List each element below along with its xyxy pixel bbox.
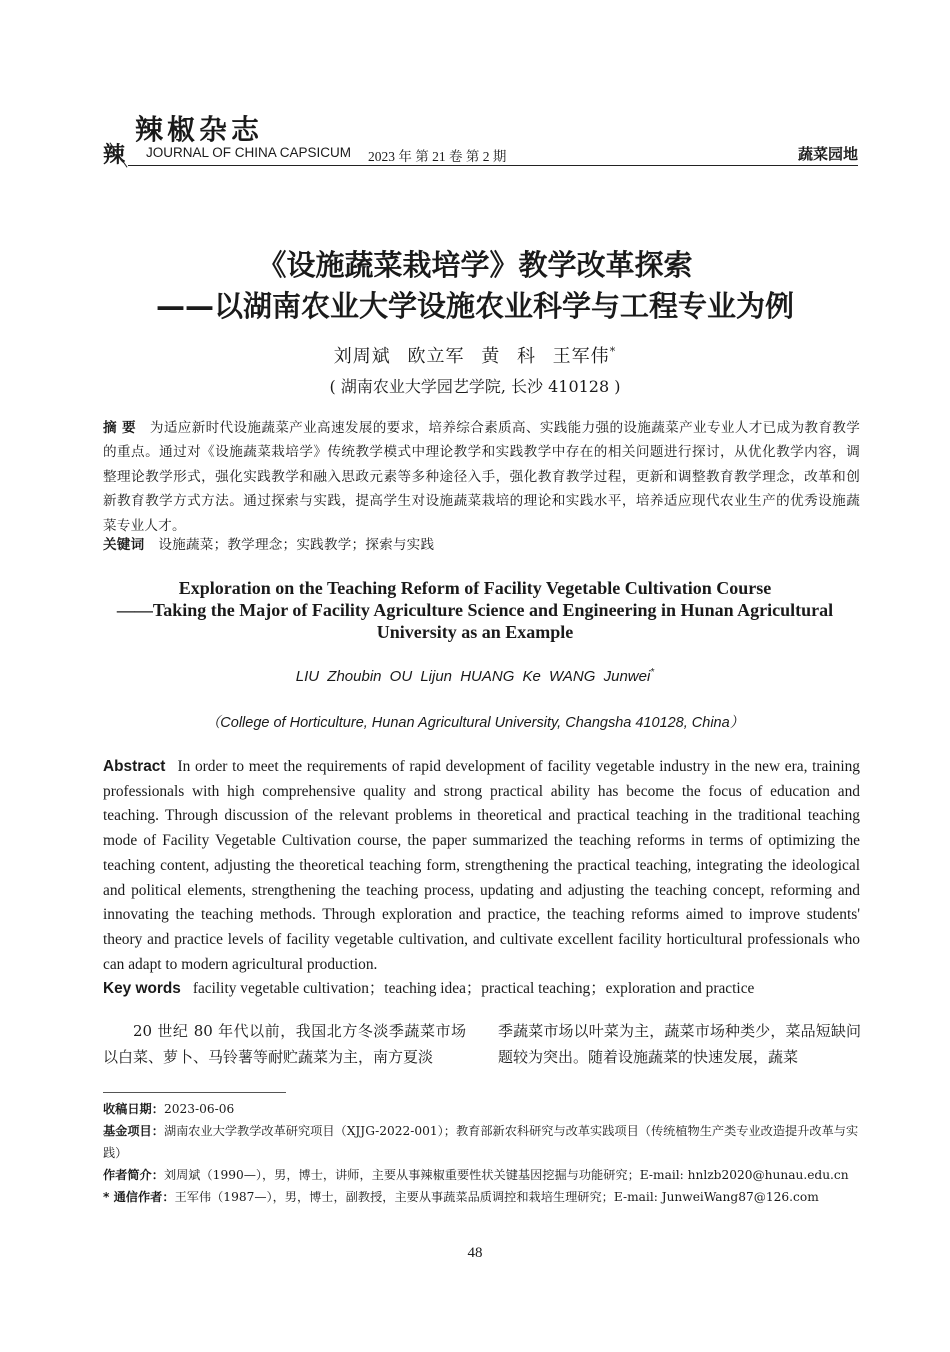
footnote-author [103,1164,860,1186]
footnote-corresponding-text: 王军伟（1987—），男，博士，副教授，主要从事蔬菜品质调控和栽培生理研究；E-mail: JunweiWang87@126.com [174,1190,819,1204]
keywords-en-text: facility vegetable cultivation；teaching idea；practical teaching；exploration and practice [192,980,755,997]
footnote-corresponding-label: * 通信作者： [103,1190,175,1204]
footnote-fund [103,1120,860,1164]
affiliation-en: （College of Horticulture, Hunan Agricultural University, Changsha 410128, China） [205,715,745,731]
title-cn-line2: ——以湖南农业大学设施农业科学与工程专业为例 [155,289,794,323]
abstract-en-text: In order to meet the requirements of rapid development of facility vegetable industry in the new era, training professionals with high comprehensive quality and strong practical ability has become the focus of education and teaching. Through discussion of the relevant problems in theoretical and practical teaching in the traditional teaching mode of Facility Vegetable Cultivation course, the paper summarized the teaching reforms in terms of optimizing the teaching content, adjusting the theoretical teaching form, strengthening the practical teaching, integrating the ideological and political elements, strengthening the teaching process, updating and adjusting the teaching concept, reforming and innovating the teaching methods. Through exploration and practice, the teaching reforms aimed to improve students' theory and practice levels of facility vegetable cultivation, and cultivate excellent facility horticultural professionals who can adapt to modern agricultural production. [103,758,860,973]
footnote-fund-label: 基金项目： [103,1124,164,1138]
affiliation-cn: ( 湖南农业大学园艺学院, 长沙 410128 ) [329,377,621,396]
title-cn-line1: 《设施蔬菜栽培学》教学改革探索 [257,248,693,282]
title-en-line3: University as an Example [376,622,574,642]
body-column-right: 季蔬菜市场以叶菜为主，蔬菜市场种类少，菜品短缺问题较为突出。随着设施蔬菜的快速发展，蔬菜 [498,1022,861,1066]
page-number: 48 [467,1245,483,1261]
footnote-received-label: 收稿日期： [103,1102,164,1116]
authors-en-names: LIU Zhoubin OU Lijun HUANG Ke WANG Junwei [295,668,651,685]
journal-issue: 2023 年 第 21 卷 第 2 期 [368,149,507,164]
corresponding-star-cn: * [609,345,617,358]
keywords-en [103,977,860,1002]
footnote-received [103,1098,860,1120]
journal-title-cn: 辣椒杂志 [135,113,264,146]
corresponding-star-en: * [650,667,655,678]
title-en-line2: ——Taking the Major of Facility Agriculture Science and Engineering in Hunan Agricultural [116,600,834,620]
journal-logo: 辣 [103,143,124,168]
header-rule [128,165,858,166]
footnote-received-text: 2023-06-06 [163,1102,235,1116]
footnote-rule [103,1092,286,1093]
keywords-cn-text: 设施蔬菜；教学理念；实践教学；探索与实践 [158,537,435,553]
footnote-corresponding [103,1186,860,1208]
footnote-author-text: 刘周斌（1990—），男，博士，讲师，主要从事辣椒重要性状关键基因挖掘与功能研究；E-mail: hnlzb2020@hunau.edu.cn [163,1168,849,1182]
abstract-en-label: Abstract [103,758,166,775]
abstract-cn-text: 为适应新时代设施蔬菜产业高速发展的要求，培养综合素质高、实践能力强的设施蔬菜产业专业人才已成为教育教学的重点。通过对《设施蔬菜栽培学》传统教学模式中理论教学和实践教学中存在的相关问题进行探讨，从优化教学内容，调整理论教学形式，强化实践教学和融入思政元素等多种途径入手，强化教育教学过程，更新和调整教育教学理念，改革和创新教育教学方式方法。通过探索与实践，提高学生对设施蔬菜栽培的理论和实践水平，培养适应现代农业生产的优秀设施蔬菜专业人才。 [103,420,860,534]
abstract-cn-label: 摘 要 [103,420,136,436]
abstract-en [103,755,860,977]
keywords-en-label: Key words [103,980,181,997]
footnote-fund-text: 湖南农业大学教学改革研究项目（XJJG-2022-001）；教育部新农科研究与改革实践项目（传统植物生产类专业改造提升改革与实践） [103,1124,859,1160]
keywords-cn [103,533,860,557]
authors-en [0,667,950,685]
title-en-line1: Exploration on the Teaching Reform of Facility Vegetable Cultivation Course [178,578,772,598]
authors-cn [0,342,950,368]
body-column-left: 20 世纪 80 年代以前，我国北方冬淡季蔬菜市场以白菜、萝卜、马铃薯等耐贮蔬菜为主，南方夏淡 [103,1022,466,1066]
journal-title-en: JOURNAL OF CHINA CAPSICUM [146,145,352,160]
footnote-author-label: 作者简介： [103,1168,164,1182]
keywords-cn-label: 关键词 [103,537,145,553]
abstract-cn [103,416,860,538]
column-name: 蔬菜园地 [797,145,858,163]
authors-cn-names: 刘周斌 欧立军 黄 科 王军伟 [333,346,610,367]
